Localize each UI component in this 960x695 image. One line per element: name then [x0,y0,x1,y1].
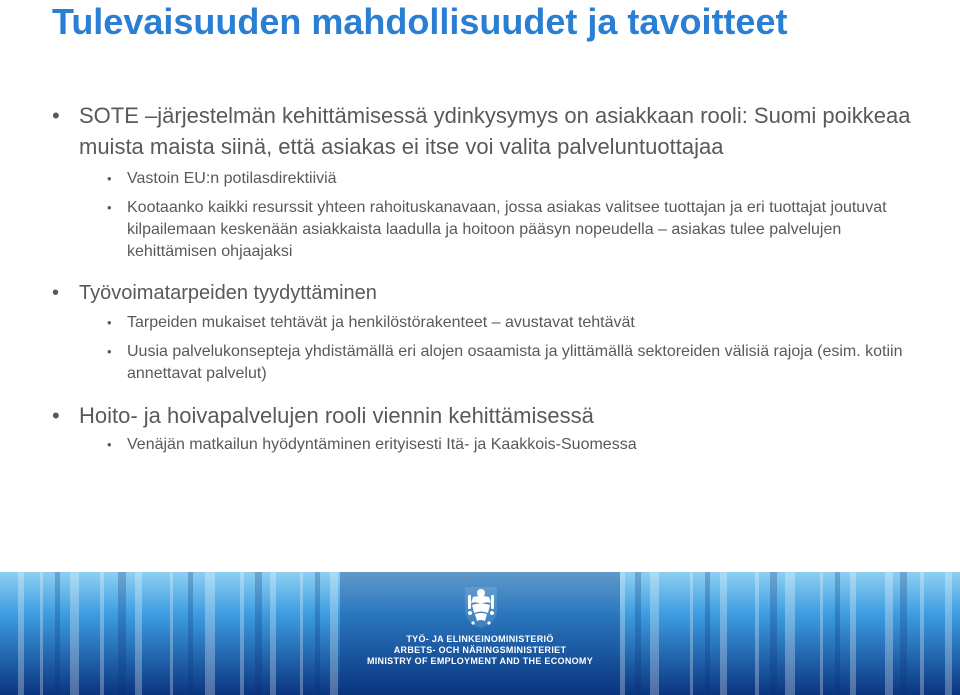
bullet-dot-icon: • [52,282,60,304]
bullet-text: Työvoimatarpeiden tyydyttäminen [79,282,377,304]
subbullet-text: Venäjän matkailun hyödyntäminen erityisesti Itä- ja Kaakkois-Suomessa [127,436,637,453]
org-name-fi: TYÖ- JA ELINKEINOMINISTERIÖ [406,634,554,644]
subbullet-text: Uusia palvelukonsepteja yhdistämällä eri alojen osaamista ja ylittämällä sektoreiden välisiä rajoja (esim. kotiin annettavat palvelut) [127,343,903,382]
bullet-dot-icon: • [107,344,112,359]
subbullet-tasks [52,312,932,334]
slide-title: Tulevaisuuden mahdollisuudet ja tavoitteet [52,1,788,42]
bullet-sote [52,100,932,162]
subbullet-russia-tourism [52,434,932,456]
subbullet-eu-directive [52,168,932,190]
subbullet-text: Tarpeiden mukaiset tehtävät ja henkilöstörakenteet – avustavat tehtävät [127,314,635,331]
bullet-dot-icon: • [52,103,60,128]
subbullet-text: Kootaanko kaikki resurssit yhteen rahoituskanavaan, jossa asiakas valitsee tuottajan ja eri tuottajat joutuvat kilpailemaan keskenään asiakkaista laadulla ja hoitoon pääsyn nopeudella – asiakas tulee palvelujen kehittämisen ohjaajaksi [127,199,887,260]
bullet-export [52,400,932,431]
org-name-en: MINISTRY OF EMPLOYMENT AND THE ECONOMY [366,656,594,666]
org-name-sv: ARBETS- OCH NÄRINGSMINISTERIET [393,645,567,655]
bullet-dot-icon: • [107,315,112,330]
finnish-lion-crest-icon [461,583,501,629]
subbullet-service-concepts [52,341,932,385]
bullet-text: Hoito- ja hoivapalvelujen rooli viennin kehittämisessä [79,403,594,428]
bullet-dot-icon: • [52,403,60,428]
subbullet-text: Vastoin EU:n potilasdirektiiviä [127,170,337,187]
bullet-workforce [52,278,932,308]
slide-content [52,100,932,456]
subbullet-resources [52,197,932,263]
bullet-text: SOTE –järjestelmän kehittämisessä ydinkysymys on asiakkaan rooli: Suomi poikkeaa muista maista siinä, että asiakas ei itse voi valita palveluntuottajaa [79,103,911,159]
bullet-dot-icon: • [107,171,112,186]
bullet-dot-icon: • [107,200,112,215]
bullet-dot-icon: • [107,437,112,452]
